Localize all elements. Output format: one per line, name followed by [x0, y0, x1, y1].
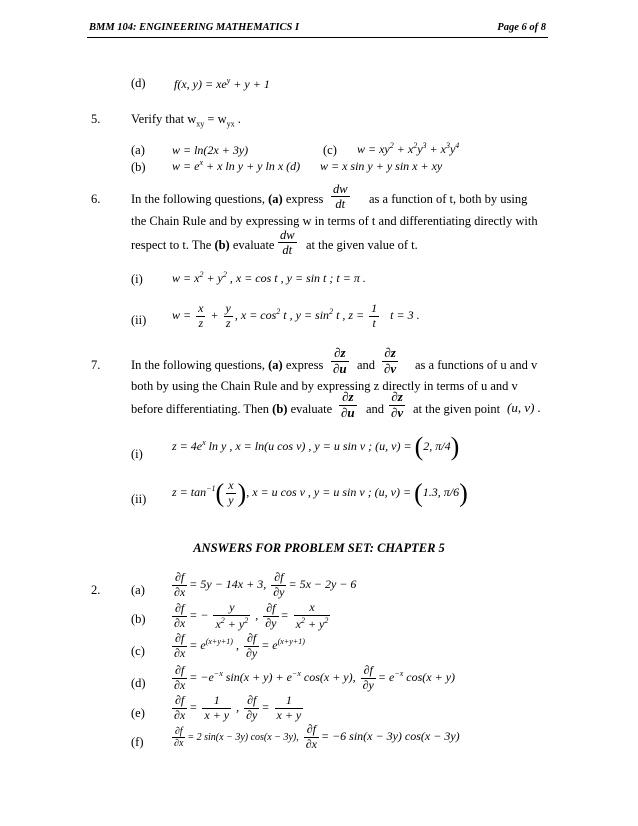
q7-i-label: (i)	[131, 447, 143, 461]
q5-b-expr: $w = e^x + x$ ln y + y ln x (d)	[172, 158, 301, 173]
q7-line3-end: at the given point	[413, 402, 501, 416]
q6-i-label: (i)	[131, 272, 143, 286]
q5-a-label: (a)	[131, 143, 145, 157]
q7-i-expr: $z = 4e^x$ ln y , x = ln(u cos v) , y = u sin v ; (u, v) = (2, π/4)	[172, 432, 460, 461]
q7-line1: In the following questions, (a) express	[131, 358, 324, 372]
q5-a-expr: w = ln(2x + 3y)	[172, 143, 249, 157]
q6-i-expr: $w = x^2 + y^2$ , x = cos t , y = sin t ; t = π .	[172, 270, 366, 285]
q7-line1-end: as a functions of u and v	[415, 358, 538, 372]
q5-d-expr: w = x sin y + y sin x + xy	[320, 159, 443, 173]
answers-number: 2.	[91, 583, 101, 597]
ans-f-label: (f)	[131, 735, 144, 749]
q7-dz-dv-1: $\frac{\partial z}{\partial v}$	[384, 345, 397, 376]
q7-ii-expr: $z = \tan^{-1}$( $\frac{x}{y}$ ), x = u cos v , y = u sin v ; (u, v) = (1.3, π/6)	[172, 478, 468, 508]
q4-d-label: (d)	[131, 76, 146, 90]
q7-dz-du-1: $\frac{\partial z}{\partial u}$	[333, 345, 347, 376]
q7-and-2: and	[366, 402, 385, 416]
ans-d-expr: $\frac{\partial f}{\partial x}$ = $-e^{-x}$ $\sin(x + y) + e^{-x}$ cos(x + y), $\frac{\partial f}{\partial y}$ = $e^{-x}$ cos(x + y)	[174, 663, 456, 692]
q6-line1: In the following questions, (a) express	[131, 192, 324, 206]
q7-dz-du-2: $\frac{\partial z}{\partial u}$	[341, 389, 355, 420]
header-rule	[87, 37, 548, 38]
q6-line3-end: at the given value of t.	[306, 238, 418, 252]
q6-line2: the Chain Rule and by expressing w in terms of t and differentiating directly with	[131, 214, 538, 228]
q5-prompt: Verify that $w_{xy} = w_{yx}$ .	[131, 112, 241, 129]
answers-title: ANSWERS FOR PROBLEM SET: CHAPTER 5	[193, 541, 445, 555]
ans-b-label: (b)	[131, 612, 146, 626]
q4-d-expr: f(x, $y) = xe^y + y + 1$	[174, 76, 270, 91]
q7-i-point: 2, π/4	[423, 438, 451, 453]
q5-number: 5.	[91, 112, 101, 126]
ans-a-label: (a)	[131, 583, 145, 597]
q7-ii-label: (ii)	[131, 492, 147, 506]
header-page-number: Page 6 of 8	[497, 22, 546, 33]
q5-c-label: (c)	[323, 143, 337, 157]
q7-ii-point: 1.3, π/6	[422, 485, 460, 500]
q7-and-1: and	[357, 358, 376, 372]
q5-c-expr: $w = xy^2 + x^2y^3 + x^3y^4$	[357, 141, 460, 156]
q7-point: (u, v) .	[507, 400, 541, 415]
q7-dz-dv-2: $\frac{\partial z}{\partial v}$	[391, 389, 404, 420]
q6-dw-dt-fraction-2: $\frac{dw}{dt}$	[280, 228, 295, 258]
ans-c-expr: $\frac{\partial f}{\partial x}$ = $e^{(x+y+1)}$ , $\frac{\partial f}{\partial y}$ = $e^{(x+y+1)}$	[174, 631, 305, 660]
q6-ii-expr: w = $\frac{x}{z}$ + $\frac{y}{z}$ , $x = \cos^2 t$ , $y = \sin^2 t$ , z = $\frac{1}{t}$ t = 3 .	[172, 301, 420, 330]
ans-a-expr: $\frac{\partial f}{\partial x}$ = 5y − 14x + 3, $\frac{\partial f}{\partial y}$ = 5x − 2y − 6	[174, 570, 357, 599]
q6-dw-dt-fraction-1: $\frac{dw}{dt}$	[333, 182, 348, 212]
q6-line1-end: as a function of t, both by using	[369, 192, 528, 206]
ans-c-label: (c)	[131, 644, 145, 658]
q7-line3: before differentiating. Then (b) evaluate	[131, 402, 333, 416]
ans-d-label: (d)	[131, 676, 146, 690]
q5-b-label: (b)	[131, 160, 146, 174]
ans-b-expr: $\frac{\partial f}{\partial x}$ = − $\frac{y}{x^2 + y^2}$ , $\frac{\partial f}{\partial y}$ = $\frac{x}{x^2 + y^2}$	[174, 600, 329, 631]
q6-number: 6.	[91, 192, 101, 206]
ans-f-expr: $\frac{\partial f}{\partial x}$ = 2 sin(x − 3y) cos(x − 3y), $\frac{\partial f}{\partial x}$ = −6 sin(x − 3y) cos(x − 3y)	[174, 722, 460, 751]
ans-e-label: (e)	[131, 706, 145, 720]
header-course: BMM 104: ENGINEERING MATHEMATICS I	[89, 22, 300, 33]
q6-ii-label: (ii)	[131, 313, 147, 327]
q6-line3: respect to t. The (b) evaluate	[131, 238, 275, 252]
q7-line2: both by using the Chain Rule and by expressing z directly in terms of u and v	[131, 379, 518, 393]
ans-e-expr: $\frac{\partial f}{\partial x}$ = $\frac{1}{x + y}$ , $\frac{\partial f}{\partial y}$ = $\frac{1}{x + y}$	[174, 693, 302, 722]
q7-number: 7.	[91, 358, 101, 372]
